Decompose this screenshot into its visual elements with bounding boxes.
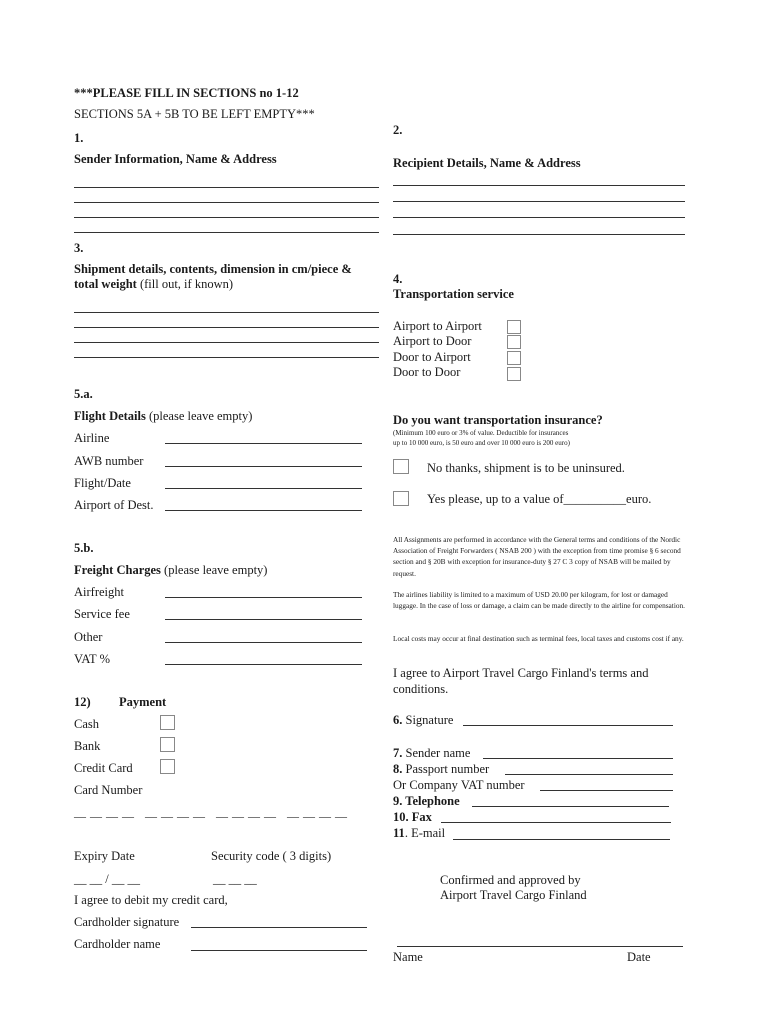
terms-paragraph-2: The airlines liability is limited to a maximum of USD 20.00 per kilogram, for lost or damaged luggage. In the case of loss or damage, a claim can be made directly to the airline for compensation. bbox=[393, 590, 685, 611]
confirm-line-2: Airport Travel Cargo Finland bbox=[440, 888, 587, 902]
service-fee-input[interactable] bbox=[165, 619, 362, 620]
transport-door-door-checkbox[interactable] bbox=[507, 367, 521, 381]
section-3-title: Shipment details, contents, dimension in cm/piece & bbox=[74, 262, 352, 276]
charge-field-label: VAT % bbox=[74, 652, 111, 666]
sender-line-3[interactable] bbox=[74, 217, 379, 218]
transport-airport-door-checkbox[interactable] bbox=[507, 335, 521, 349]
recipient-line-2[interactable] bbox=[393, 201, 685, 202]
shipment-line-2[interactable] bbox=[74, 327, 379, 328]
payment-option-label: Credit Card bbox=[74, 761, 133, 775]
other-input[interactable] bbox=[165, 642, 362, 643]
confirm-name-label: Name bbox=[393, 950, 423, 964]
insurance-no-label: No thanks, shipment is to be uninsured. bbox=[427, 461, 625, 475]
confirm-line-1: Confirmed and approved by bbox=[440, 873, 581, 887]
section-3-number: 3. bbox=[74, 241, 84, 255]
recipient-line-1[interactable] bbox=[393, 185, 685, 186]
telephone-label: 9. Telephone bbox=[393, 794, 460, 808]
flight-date-input[interactable] bbox=[165, 488, 362, 489]
payment-title: Payment bbox=[119, 695, 167, 709]
transport-airport-airport-checkbox[interactable] bbox=[507, 320, 521, 334]
recipient-line-3[interactable] bbox=[393, 217, 685, 218]
email-label: 11. E-mail bbox=[393, 826, 446, 840]
telephone-input[interactable] bbox=[472, 806, 669, 807]
cardholder-signature-input[interactable] bbox=[191, 927, 367, 928]
fax-input[interactable] bbox=[441, 822, 671, 823]
charge-field-label: Service fee bbox=[74, 607, 130, 621]
terms-paragraph-1: All Assignments are performed in accordance with the General terms and conditions of the Nordic Association of Freight Forwarders ( NSAB 200 ) with the exception from time promise § 6 second section and § 20B with exception for insurance-duty § 27 C 3 copy of NSAB will be mailed by request. bbox=[393, 535, 681, 578]
section-1-number: 1. bbox=[74, 131, 84, 145]
terms-paragraph-3: Local costs may occur at final destination such as terminal fees, local taxes and customs cost if any. bbox=[393, 634, 684, 643]
signature-input[interactable] bbox=[463, 725, 673, 726]
sender-line-1[interactable] bbox=[74, 187, 379, 188]
insurance-note-1: (Minimum 100 euro or 3% of value. Deductible for insurances bbox=[393, 429, 569, 437]
debit-agree-text: I agree to debit my credit card, bbox=[74, 893, 228, 907]
section-4-title: Transportation service bbox=[393, 287, 514, 301]
shipment-line-1[interactable] bbox=[74, 312, 379, 313]
vat-number-label: Or Company VAT number bbox=[393, 778, 525, 792]
insurance-question: Do you want transportation insurance? bbox=[393, 413, 603, 427]
transport-door-airport-checkbox[interactable] bbox=[507, 351, 521, 365]
header-line-1: ***PLEASE FILL IN SECTIONS no 1-12 bbox=[74, 86, 299, 100]
passport-input[interactable] bbox=[505, 774, 673, 775]
payment-credit-card-checkbox[interactable] bbox=[160, 759, 175, 774]
security-code-label: Security code ( 3 digits) bbox=[211, 849, 332, 863]
payment-option-label: Cash bbox=[74, 717, 99, 731]
expiry-input[interactable]: __ __ / __ __ bbox=[74, 872, 140, 886]
header-line-2: SECTIONS 5A + 5B TO BE LEFT EMPTY*** bbox=[74, 107, 315, 121]
cardholder-name-input[interactable] bbox=[191, 950, 367, 951]
section-1-title: Sender Information, Name & Address bbox=[74, 152, 277, 166]
charge-field-label: Airfreight bbox=[74, 585, 124, 599]
awb-number-input[interactable] bbox=[165, 466, 362, 467]
sender-name-label: 7. Sender name bbox=[393, 746, 471, 760]
transport-option-label: Door to Airport bbox=[393, 350, 471, 364]
security-code-input[interactable]: __ __ __ bbox=[213, 872, 257, 886]
flight-field-label: AWB number bbox=[74, 454, 144, 468]
card-number-label: Card Number bbox=[74, 783, 143, 797]
payment-number: 12) bbox=[74, 695, 91, 709]
flight-field-label: Airline bbox=[74, 431, 110, 445]
airline-input[interactable] bbox=[165, 443, 362, 444]
section-5b-number: 5.b. bbox=[74, 541, 94, 555]
card-number-input[interactable]: — — — — — — — — — — — — — — — — bbox=[74, 809, 348, 823]
transport-option-label: Airport to Door bbox=[393, 334, 472, 348]
sender-name-input[interactable] bbox=[483, 758, 673, 759]
insurance-note-2: up to 10 000 euro, is 50 euro and over 10 000 euro is 200 euro) bbox=[393, 439, 570, 447]
vat-number-input[interactable] bbox=[540, 790, 673, 791]
insurance-yes-checkbox[interactable] bbox=[393, 491, 409, 506]
sender-line-4[interactable] bbox=[74, 232, 379, 233]
payment-option-label: Bank bbox=[74, 739, 101, 753]
airfreight-input[interactable] bbox=[165, 597, 362, 598]
fax-label: 10. Fax bbox=[393, 810, 432, 824]
shipment-line-3[interactable] bbox=[74, 342, 379, 343]
section-4-number: 4. bbox=[393, 272, 403, 286]
sender-line-2[interactable] bbox=[74, 202, 379, 203]
vat-input[interactable] bbox=[165, 664, 362, 665]
section-5b-title: Freight Charges (please leave empty) bbox=[74, 563, 268, 577]
transport-option-label: Airport to Airport bbox=[393, 319, 482, 333]
payment-cash-checkbox[interactable] bbox=[160, 715, 175, 730]
flight-field-label: Airport of Dest. bbox=[74, 498, 154, 512]
section-2-title: Recipient Details, Name & Address bbox=[393, 156, 581, 170]
transport-option-label: Door to Door bbox=[393, 365, 461, 379]
terms-agree: I agree to Airport Travel Cargo Finland's terms and conditions. bbox=[393, 666, 649, 696]
signature-field-label: 6. Signature bbox=[393, 713, 454, 727]
flight-field-label: Flight/Date bbox=[74, 476, 131, 490]
section-5a-number: 5.a. bbox=[74, 387, 93, 401]
email-input[interactable] bbox=[453, 839, 670, 840]
airport-dest-input[interactable] bbox=[165, 510, 362, 511]
cardholder-signature-label: Cardholder signature bbox=[74, 915, 180, 929]
recipient-line-4[interactable] bbox=[393, 234, 685, 235]
insurance-yes-label: Yes please, up to a value of__________euro. bbox=[427, 492, 652, 506]
insurance-no-checkbox[interactable] bbox=[393, 459, 409, 474]
section-3-subtitle: total weight (fill out, if known) bbox=[74, 277, 234, 291]
confirm-signature-line[interactable] bbox=[397, 946, 683, 947]
payment-bank-checkbox[interactable] bbox=[160, 737, 175, 752]
section-5a-title: Flight Details (please leave empty) bbox=[74, 409, 253, 423]
passport-label: 8. Passport number bbox=[393, 762, 490, 776]
shipment-line-4[interactable] bbox=[74, 357, 379, 358]
charge-field-label: Other bbox=[74, 630, 103, 644]
cardholder-name-label: Cardholder name bbox=[74, 937, 161, 951]
confirm-date-label: Date bbox=[627, 950, 651, 964]
section-2-number: 2. bbox=[393, 123, 403, 137]
expiry-label: Expiry Date bbox=[74, 849, 135, 863]
